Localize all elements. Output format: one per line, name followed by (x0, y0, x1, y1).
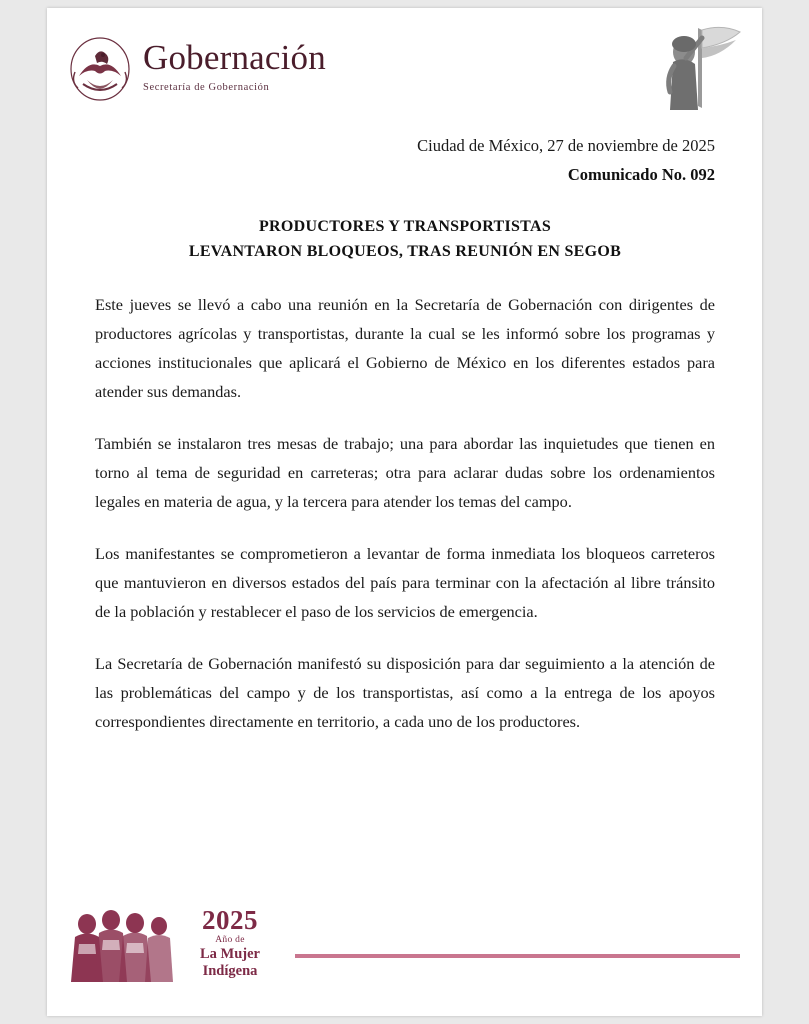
woman-with-flag-illustration-icon (640, 22, 744, 114)
paragraph: Los manifestantes se comprometieron a levantar de forma inmediata los bloqueos carreteros que mantuvieron en diversos estados del país para terminar con la afectación al libre tránsito de la población y restablecer el paso de los servicios de emergencia. (95, 544, 715, 621)
comunicado-number: Comunicado No. 092 (567, 165, 715, 184)
indigenous-women-illustration-icon (65, 904, 183, 984)
mexican-eagle-emblem-icon (69, 36, 131, 102)
footer-year: 2025 (202, 905, 258, 935)
document-body (95, 134, 715, 752)
paragraph: Este jueves se llevó a cabo una reunión en la Secretaría de Gobernación con dirigentes de productores agrícolas y transportistas, durante la cual se les informó sobre los programas y acciones institucionales que aplicará el Gobierno de México en los diferentes estados para atender sus demandas. (95, 295, 715, 401)
footer-line-big-2: Indígena (202, 963, 258, 979)
footer-caption (175, 906, 285, 980)
document-sheet (47, 8, 762, 1016)
brand-title: Gobernación (143, 38, 326, 77)
paragraph: También se instalaron tres mesas de trabajo; una para abordar las inquietudes que tienen en torno al tema de seguridad en carreteras; otra para aclarar dudas sobre los ordenamientos legales en materia de agua, y la tercera para atender los temas del campo. (95, 434, 715, 511)
document-header (47, 8, 762, 120)
footer-divider (295, 954, 740, 958)
page-title-line2: LEVANTARON BLOQUEOS, TRAS REUNIÓN EN SEGOB (188, 243, 622, 260)
paragraph: La Secretaría de Gobernación manifestó su disposición para dar seguimiento a la atención de las problemáticas del campo y de los transportistas, así como a la entrega de los apoyos correspondientes directamente en territorio, a cada uno de los productores. (95, 654, 715, 731)
page-title (95, 214, 715, 264)
document-footer (47, 900, 762, 986)
brand-block (143, 38, 326, 93)
page-title-line1: PRODUCTORES Y TRANSPORTISTAS (258, 218, 552, 235)
brand-subtitle: Secretaría de Gobernación (143, 82, 270, 93)
dateline: Ciudad de México, 27 de noviembre de 2025 (417, 136, 715, 155)
footer-line-small: Año de (215, 935, 245, 945)
footer-line-big-1: La Mujer (200, 946, 260, 962)
